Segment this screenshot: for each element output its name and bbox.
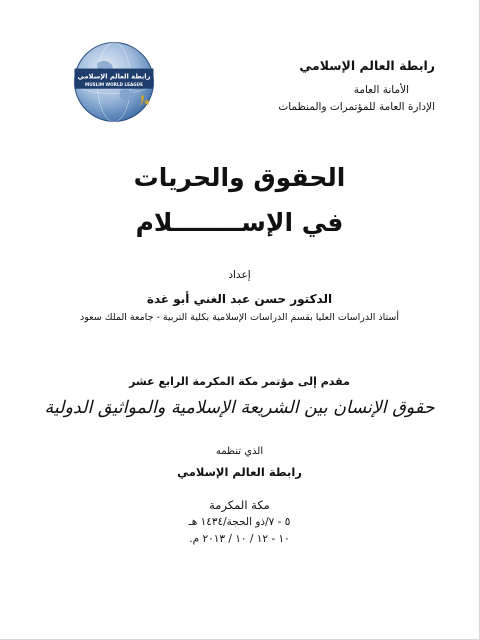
document-title-line2: في الإســــــــلام xyxy=(135,208,344,237)
department-label: الإدارة العامة للمؤتمرات والمنظمات xyxy=(278,101,435,113)
logo-english-text: MUSLIM WORLD LEAGUE xyxy=(85,82,143,88)
conference-theme: حقوق الإنسان بين الشريعة الإسلامية والمواثيق الدولية xyxy=(44,398,435,418)
gregorian-date: ١٠ - ١٢ / ١٠ / ٢٠١٣ م. xyxy=(189,533,290,545)
secretariat-label: الأمانة العامة xyxy=(353,84,409,96)
document-title-line1: الحقوق والحريات xyxy=(133,163,346,192)
organizer-name: رابطة العالم الإسلامي xyxy=(177,465,302,479)
author-affiliation: أستاذ الدراسات العليا بقسم الدراسات الإسلامية بكلية التربية - جامعة الملك سعود xyxy=(80,312,399,323)
hijri-date: ٥ - ٧/ذو الحجة/١٤٣٤ هـ xyxy=(188,516,291,528)
prepared-by-label: إعداد xyxy=(228,269,251,281)
organizer-intro: الذي تنظمه xyxy=(215,446,264,457)
muslim-world-league-logo xyxy=(72,40,156,124)
conference-intro: مقدم إلى مؤتمر مكة المكرمة الرابع عشر xyxy=(129,375,350,388)
organization-name: رابطة العالم الإسلامي xyxy=(299,58,435,73)
logo-arabic-text: رابطة العالم الإسلامي xyxy=(77,72,151,81)
place-label: مكة المكرمة xyxy=(209,498,270,512)
author-name: الدكتور حسن عبد الغني أبو غدة xyxy=(146,292,333,306)
